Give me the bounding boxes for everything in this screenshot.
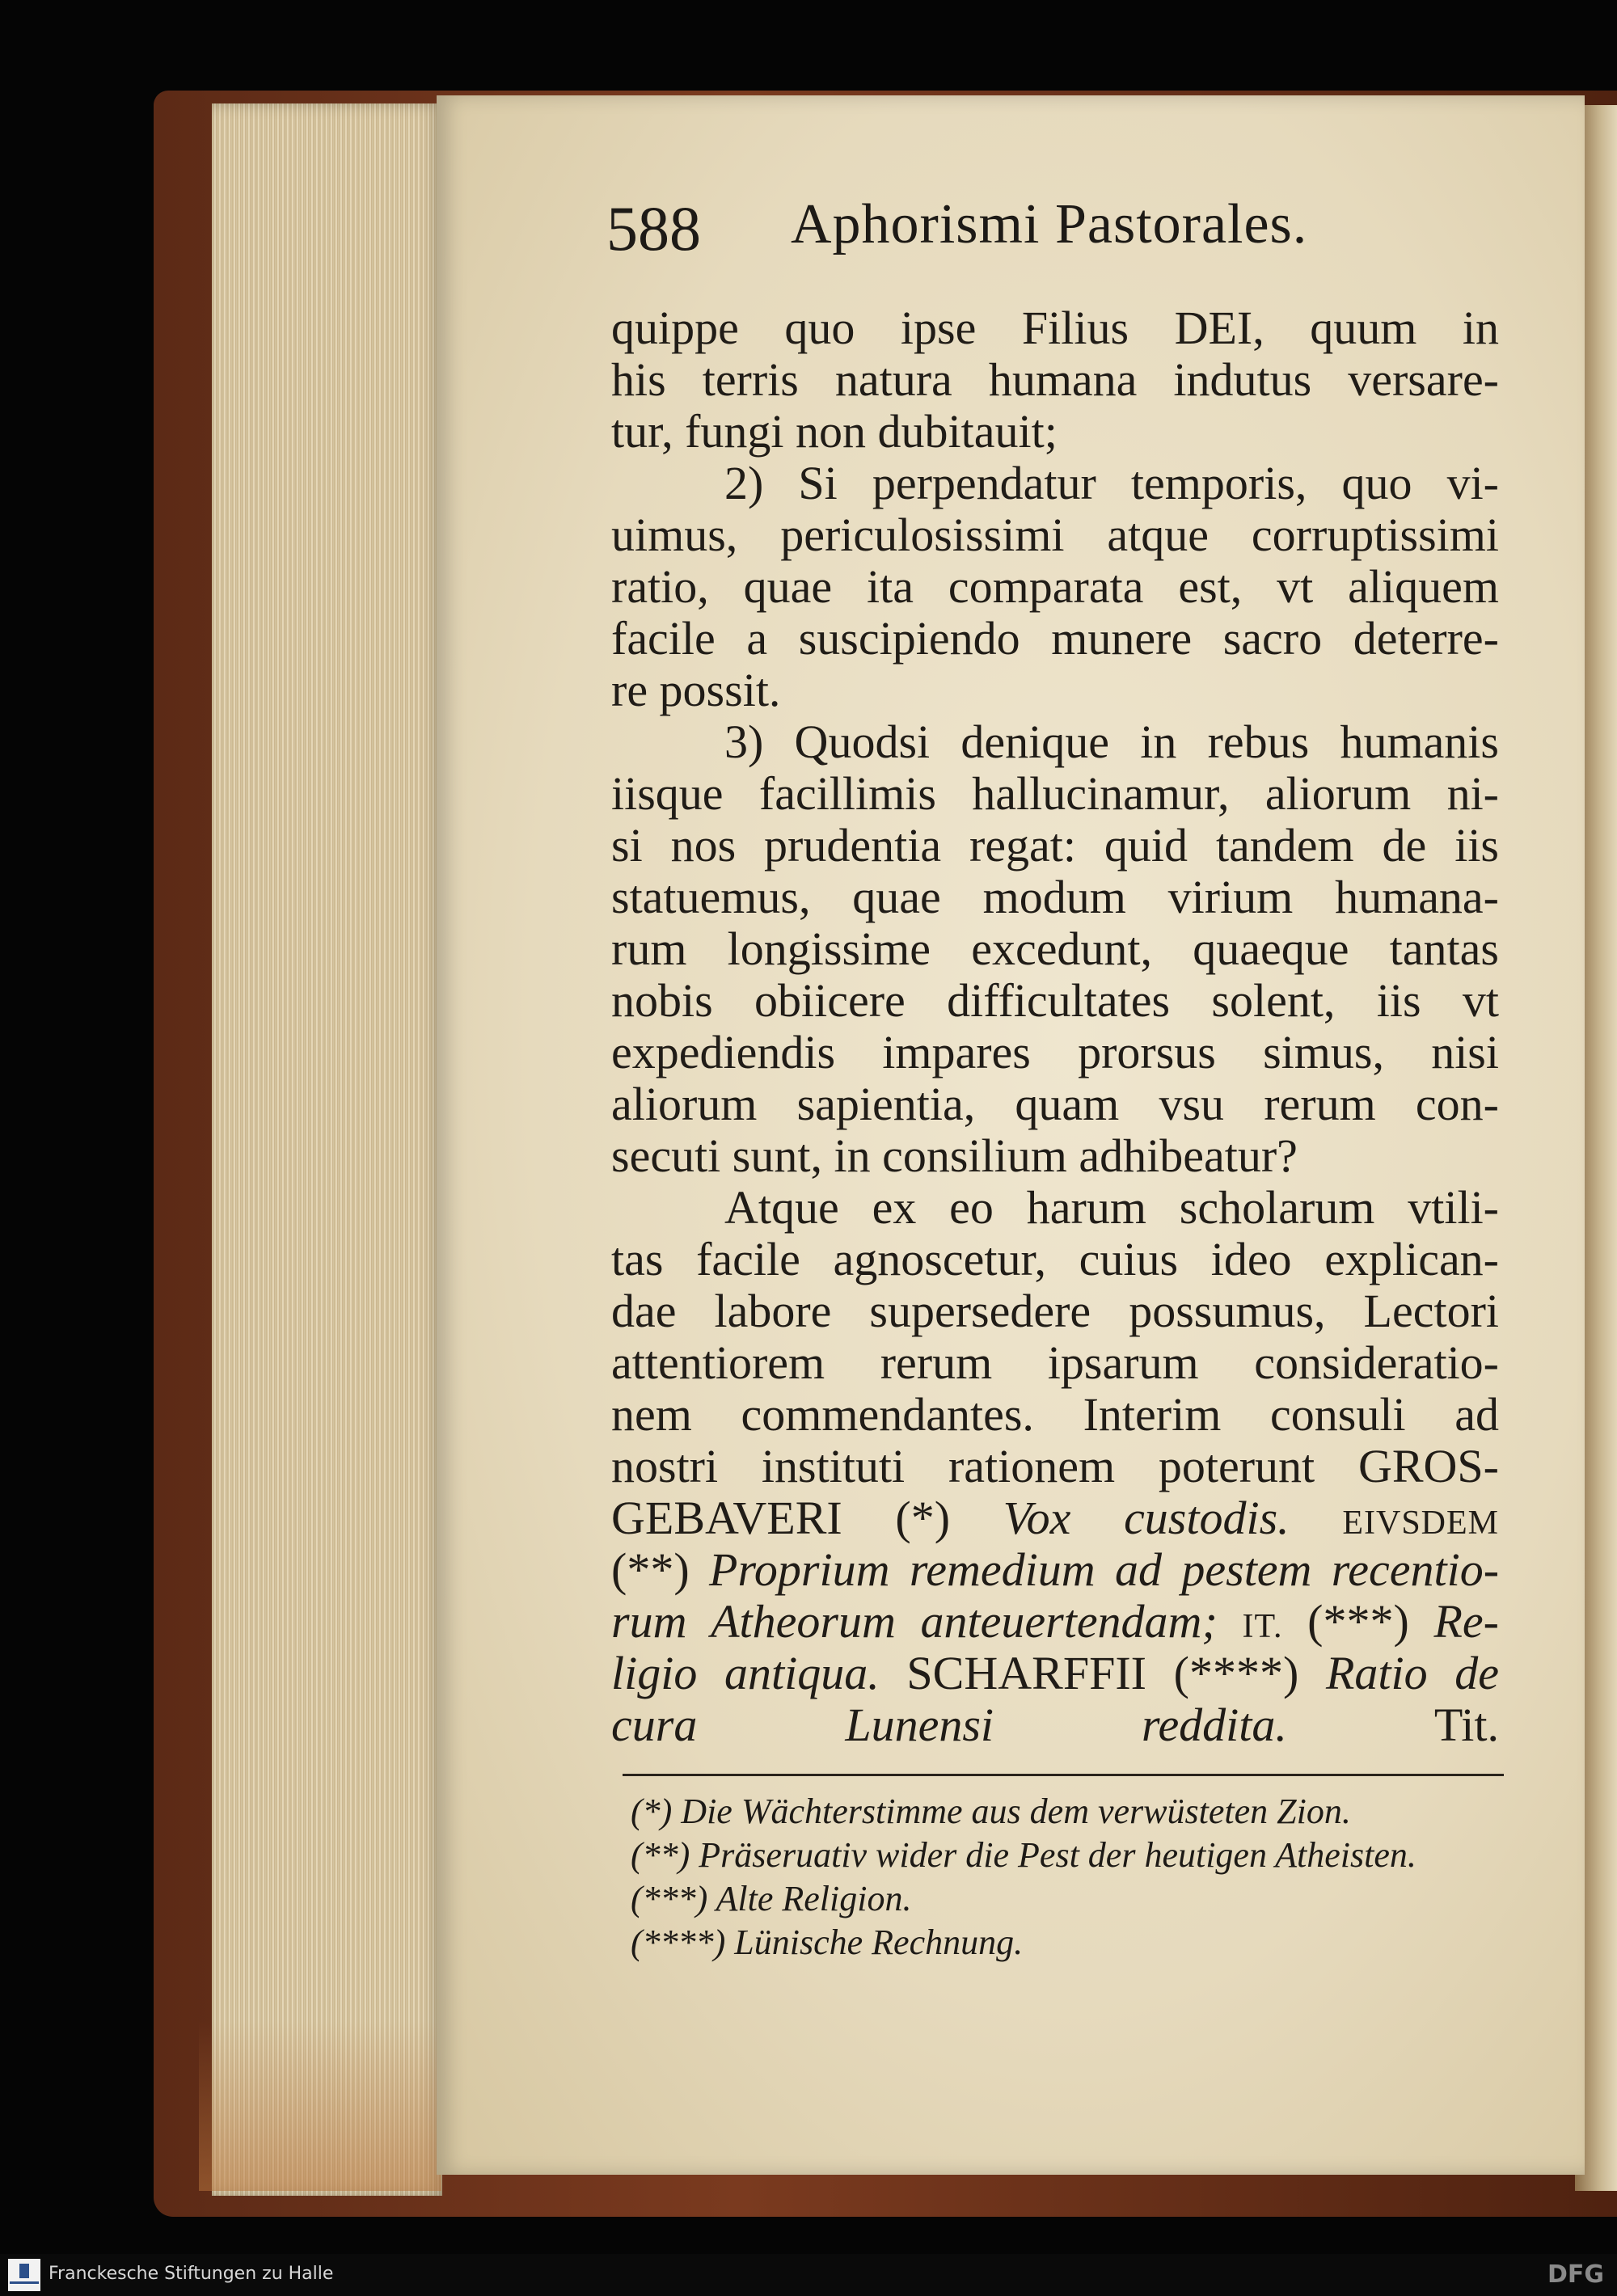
footnote: (****) Lünische Rechnung.: [631, 1922, 1024, 1962]
text-line: statuemus, quae modum virium humana-: [611, 871, 1499, 923]
text-line: nem commendantes. Interim consuli ad: [611, 1388, 1499, 1441]
text-line-mixed: [611, 1596, 1499, 1648]
author-name: GEBAVERI (*): [611, 1492, 951, 1544]
text-line-mixed: [611, 1699, 1499, 1751]
text-line: tur, fungi non dubitauit;: [611, 405, 1058, 458]
text-line: ratio, quae ita comparata est, vt aliquem: [611, 560, 1499, 613]
text-line: rum longissime excedunt, quaeque tantas: [611, 922, 1499, 975]
page-number: 588: [606, 193, 701, 264]
work-title: Proprium remedium ad pestem recentio-: [709, 1543, 1500, 1596]
text-line: his terris natura humana indutus versare-: [611, 353, 1499, 406]
text-line-mixed: [611, 1648, 1499, 1699]
text-line: secuti sunt, in consilium adhibeatur?: [611, 1129, 1298, 1182]
footnote: (***) Alte Religion.: [631, 1879, 912, 1918]
footnote-ref: (***): [1307, 1595, 1409, 1648]
footnote: (**) Präseruativ wider die Pest der heutigen Atheisten.: [631, 1835, 1416, 1875]
text-line: aliorum sapientia, quam vsu rerum con-: [611, 1078, 1499, 1130]
catchword: Tit.: [1433, 1699, 1500, 1751]
text-line: Atque ex eo harum scholarum vtili-: [724, 1181, 1499, 1234]
work-title: Re-: [1433, 1595, 1499, 1648]
work-title: ligio antiqua.: [611, 1647, 880, 1699]
work-title: cura Lunensi reddita.: [611, 1699, 1287, 1751]
footnote-ref: (**): [611, 1543, 690, 1596]
text-line: 3) Quodsi denique in rebus humanis: [724, 715, 1499, 768]
footnote-rule: [623, 1774, 1504, 1779]
text-line: nostri instituti rationem poterunt GROS-: [611, 1440, 1499, 1492]
page-edges: [212, 103, 442, 2196]
author-name: SCHARFFII (****): [906, 1647, 1299, 1699]
text-line: re possit.: [611, 664, 781, 716]
author-name: EIVSDEM: [1342, 1505, 1500, 1542]
text-line: attentiorem rerum ipsarum consideratio-: [611, 1336, 1499, 1389]
dfg-logo: DFG: [1547, 2260, 1604, 2289]
text-line: tas facile agnoscetur, cuius ideo explican-: [611, 1233, 1499, 1285]
text-line: facile a suscipiendo munere sacro deterre-: [611, 612, 1499, 665]
text-line: expediendis impares prorsus simus, nisi: [611, 1026, 1499, 1078]
institution-name: Franckesche Stiftungen zu Halle: [49, 2264, 334, 2284]
abbreviation: IT.: [1242, 1608, 1283, 1645]
work-title: rum Atheorum anteuertendam;: [611, 1595, 1218, 1648]
text-line-mixed: [611, 1492, 1499, 1544]
text-line-mixed: [611, 1544, 1499, 1596]
work-title: Vox custodis.: [1003, 1492, 1290, 1544]
text-line: si nos prudentia regat: quid tandem de iis: [611, 819, 1499, 872]
page-header: [606, 192, 1512, 265]
footnotes: [631, 1790, 1512, 1965]
work-title: Ratio de: [1325, 1647, 1500, 1699]
footnote: (*) Die Wächterstimme aus dem verwüsteten Zion.: [631, 1792, 1351, 1831]
text-line: uimus, periculosissimi atque corruptissimi: [611, 509, 1499, 561]
text-line: quippe quo ipse Filius DEI, quum in: [611, 302, 1499, 354]
text-line: nobis obiicere difficultates solent, iis vt: [611, 974, 1499, 1027]
text-line: iisque facillimis hallucinamur, aliorum ni-: [611, 767, 1499, 820]
running-title: Aphorismi Pastorales.: [791, 193, 1308, 255]
text-line: 2) Si perpendatur temporis, quo vi-: [724, 457, 1499, 509]
institution-logo-icon: [8, 2259, 40, 2291]
body-text: [611, 302, 1499, 1751]
page-edges-shading: [199, 2021, 441, 2191]
text-line: dae labore supersedere possumus, Lectori: [611, 1285, 1499, 1337]
